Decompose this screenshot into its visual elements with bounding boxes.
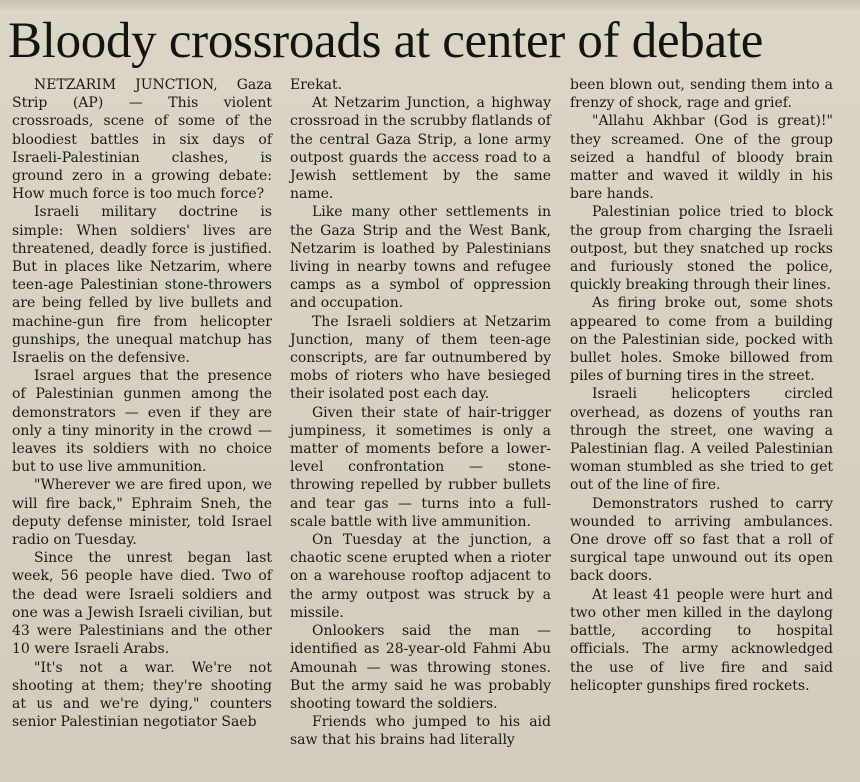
torn-top-edge	[0, 0, 860, 10]
paragraph: Demonstrators rushed to carry wounded to arriving ambulances. One drove off so fast that a roll of surgical tape unwound out its open back doors.	[570, 495, 833, 585]
paragraph: As firing broke out, some shots appeared to come from a building on the Palestinian side, pocked with bullet holes. Smoke billowed from piles of burning tires in the street.	[570, 295, 833, 385]
article-column-1	[12, 76, 272, 731]
paragraph: Given their state of hair-trigger jumpiness, it sometimes is only a matter of moments before a lower-level confrontation — stone-throwing repelled by rubber bullets and tear gas — turns into a full-scale battle with live ammunition.	[290, 404, 551, 530]
paragraph: NETZARIM JUNCTION, Gaza Strip (AP) — This violent crossroads, scene of some of the bloodiest battles in six days of Israeli-Palestinian clashes, is ground zero in a growing debate: How much force is too much force?	[12, 77, 272, 203]
paragraph: Friends who jumped to his aid saw that his brains had literally	[290, 714, 551, 749]
headline: Bloody crossroads at center of debate	[8, 13, 764, 69]
paragraph: "Wherever we are fired upon, we will fire back," Ephraim Sneh, the deputy defense minister, told Israel radio on Tuesday.	[12, 477, 272, 549]
paragraph: Israel argues that the presence of Palestinian gunmen among the demonstrators — even if they are only a tiny minority in the crowd — leaves its soldiers with no choice but to use live ammunition.	[12, 368, 272, 476]
paragraph: Like many other settlements in the Gaza Strip and the West Bank, Netzarim is loathed by Palestinians living in nearby towns and refugee camps as a symbol of oppression and occupation.	[290, 204, 551, 312]
paragraph: Onlookers said the man — identified as 28-year-old Fahmi Abu Amounah — was throwing stones. But the army said he was probably shooting toward the soldiers.	[290, 623, 551, 712]
paragraph: The Israeli soldiers at Netzarim Junction, many of them teen-age conscripts, are far outnumbered by mobs of rioters who have besieged their isolated post each day.	[290, 313, 551, 403]
paragraph: At Netzarim Junction, a highway crossroad in the scrubby flatlands of the central Gaza Strip, a lone army outpost guards the access road to a Jewish settlement by the same name.	[290, 95, 551, 203]
paragraph: Israeli military doctrine is simple: When soldiers' lives are threatened, deadly force is justified. But in places like Netzarim, where teen-age Palestinian stone-throwers are being felled by live bullets and machine-gun fire from helicopter gunships, the unequal matchup has Israelis on the defensive.	[12, 204, 272, 367]
paragraph: "It's not a war. We're not shooting at them; they're shooting at us and we're dying," counters senior Palestinian negotiator Saeb	[12, 659, 272, 731]
paragraph: Palestinian police tried to block the group from charging the Israeli outpost, but they snatched up rocks and furiously stoned the police, quickly breaking through their lines.	[570, 204, 833, 294]
paragraph: Since the unrest began last week, 56 people have died. Two of the dead were Israeli soldiers and one was a Jewish Israeli civilian, but 43 were Palestinians and the other 10 were Israeli Arabs.	[12, 550, 272, 658]
paragraph-continued: been blown out, sending them into a frenzy of shock, rage and grief.	[570, 77, 833, 112]
paragraph: "Allahu Akhbar (God is great)!" they screamed. One of the group seized a handful of bloody brain matter and waved it wildly in his bare hands.	[570, 113, 833, 203]
paragraph: On Tuesday at the junction, a chaotic scene erupted when a rioter on a warehouse rooftop adjacent to the army outpost was struck by a missile.	[290, 532, 551, 621]
article-column-2	[290, 76, 551, 750]
article-column-3	[570, 76, 833, 695]
paragraph-continued: Erekat.	[290, 77, 343, 93]
paragraph: At least 41 people were hurt and two other men killed in the daylong battle, according to hospital officials. The army acknowledged the use of live fire and said helicopter gunships fired rockets.	[570, 586, 833, 694]
paragraph: Israeli helicopters circled overhead, as dozens of youths ran through the street, one waving a Palestinian flag. A veiled Palestinian woman stumbled as she tried to get out of the line of fire.	[570, 386, 833, 494]
